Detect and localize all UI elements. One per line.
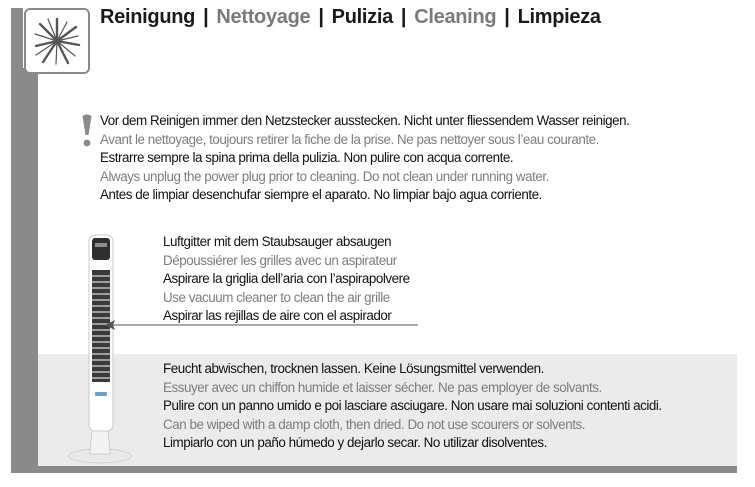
vacuum-line-es: Aspirar las rejillas de aire con el aspirador bbox=[163, 308, 392, 323]
title-it: Pulizia bbox=[331, 6, 393, 28]
warning-line-en: Always unplug the power plug prior to cleaning. Do not clean under running water. bbox=[100, 168, 549, 184]
wipe-line-es: Limpiarlo con un paño húmedo y dejarlo secar. No utilizar disolventes. bbox=[163, 435, 547, 450]
vacuum-instructions bbox=[163, 233, 410, 326]
tower-fan-illustration bbox=[68, 232, 134, 468]
wipe-line-fr: Essuyer avec un chiffon humide et laisser sécher. Ne pas employer de solvants. bbox=[163, 379, 602, 395]
vacuum-line-de: Luftgitter mit dem Staubsauger absaugen bbox=[163, 234, 392, 249]
warning-line-de: Vor dem Reinigen immer den Netzstecker ausstecken. Nicht unter fliessendem Wasser reinigen. bbox=[100, 113, 630, 128]
title-en: Cleaning bbox=[414, 6, 497, 28]
vacuum-line-fr: Dépoussiérer les grilles avec un aspirateur bbox=[163, 252, 397, 268]
title-es: Limpieza bbox=[517, 6, 601, 28]
vacuum-line-it: Aspirare la griglia dell’aria con l’aspirapolvere bbox=[163, 271, 410, 286]
warning-line-fr: Avant le nettoyage, toujours retirer la fiche de la prise. Ne pas nettoyer sous l’eau courante. bbox=[100, 131, 599, 147]
title-separator: | bbox=[203, 6, 209, 28]
warning-line-it: Estrarre sempre la spina prima della pulizia. Non pulire con acqua corrente. bbox=[100, 150, 514, 165]
left-accent-bar bbox=[11, 68, 38, 473]
cleaning-sparkle-icon bbox=[24, 8, 90, 74]
exclamation-icon bbox=[80, 113, 94, 149]
title-separator: | bbox=[504, 6, 510, 28]
title-de: Reinigung bbox=[100, 6, 196, 28]
title-fr: Nettoyage bbox=[216, 6, 311, 28]
page-title bbox=[100, 6, 601, 29]
vacuum-line-en: Use vacuum cleaner to clean the air grille bbox=[163, 289, 390, 305]
wipe-line-de: Feucht abwischen, trocknen lassen. Keine Lösungsmittel verwenden. bbox=[163, 361, 544, 376]
wipe-line-it: Pulire con un panno umido e poi lasciare asciugare. Non usare mai soluzioni contenti acidi. bbox=[163, 398, 662, 413]
wipe-instructions bbox=[163, 360, 662, 453]
wipe-line-en: Can be wiped with a damp cloth, then dried. Do not use scourers or solvents. bbox=[163, 416, 586, 432]
warning-line-es: Antes de limpiar desenchufar siempre el aparato. No limpiar bajo agua corriente. bbox=[100, 187, 542, 202]
warning-text bbox=[100, 112, 629, 205]
title-separator: | bbox=[318, 6, 324, 28]
title-separator: | bbox=[400, 6, 407, 28]
